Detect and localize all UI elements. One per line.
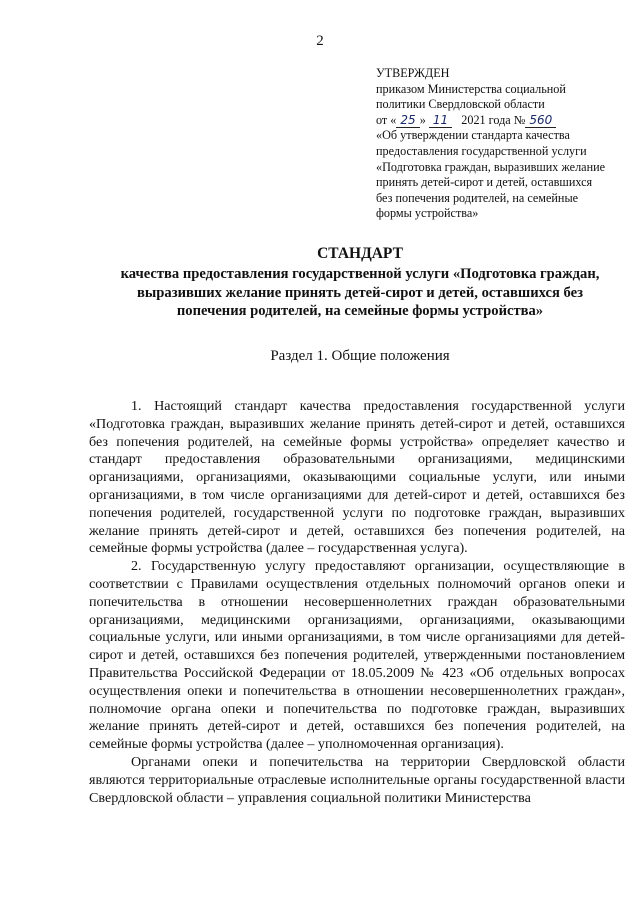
title-line-3: выразивших желание принять детей-сирот и детей, оставшихся без	[137, 284, 583, 301]
date-month: 11	[429, 113, 452, 128]
approval-desc-5: без попечения родителей, на семейные	[376, 190, 579, 205]
body-text	[89, 398, 625, 807]
title-line-1: СТАНДАРТ	[317, 245, 403, 262]
approval-date-line	[376, 113, 636, 129]
paragraph-1: 1. Настоящий стандарт качества предоставления государственной услуги «Подготовка граждан, выразивших желание принять детей-сирот и детей, оставшихся без попечения родителей, на семейные формы устройства» определяет качество и стандарт предоставления образовательными организациями, медицинскими организациями, организациями, оказывающими социальные услуги, или иными организациями, в том числе организациями для детей-сирот и детей, оставшихся без попечения родителей, государственной услуги по подготовке граждан, выразивших желание принять детей-сирот и детей, оставшихся без попечения родителей, на семейные формы устройства (далее – государственная услуга).	[89, 398, 625, 557]
page-number: 2	[316, 33, 324, 49]
approval-line-1: приказом Министерства социальной	[376, 81, 566, 96]
paragraph-3: Органами опеки и попечительства на территории Свердловской области являются территориальные отраслевые исполнительные органы государственной власти Свердловской области – управления социальной политики Министерства	[89, 753, 625, 806]
order-number: 560	[525, 113, 556, 128]
title-line-2: качества предоставления государственной услуги «Подготовка граждан,	[120, 265, 600, 282]
date-year: 2021 года №	[461, 112, 526, 127]
date-prefix: от «	[376, 112, 397, 127]
paragraph-2: 2. Государственную услугу предоставляют организации, осуществляющие в соответствии с Правилами осуществления отдельных полномочий органов опеки и попечительства в отношении несовершеннолетних граждан образовательными организациями, медицинскими организациями, организациями, оказывающими социальные услуги, или иными организациями, в том числе организациями для детей-сирот и детей, оставшихся без попечения родителей, утвержденными постановлением Правительства Российской Федерации от 18.05.2009 № 423 «Об отдельных вопросах осуществления опеки и попечительства в отношении несовершеннолетних граждан», полномочие органа опеки и попечительства по подготовке граждан, выразивших желание принять детей-сирот и детей, оставшихся без попечения родителей, на семейные формы устройства (далее – уполномоченная организация).	[89, 558, 625, 753]
approval-desc-1: «Об утверждении стандарта качества	[376, 128, 570, 143]
approval-desc-4: принять детей-сирот и детей, оставшихся	[376, 175, 593, 190]
approval-heading: УТВЕРЖДЕН	[376, 66, 450, 80]
approval-block	[376, 66, 636, 222]
approval-desc-2: предоставления государственной услуги	[376, 143, 587, 158]
title-line-4: попечения родителей, на семейные формы устройства»	[176, 303, 544, 320]
approval-desc-6: формы устройства»	[376, 206, 479, 221]
date-day: 25	[396, 113, 419, 128]
document-title	[80, 245, 640, 321]
approval-desc-3: «Подготовка граждан, выразивших желание	[376, 159, 606, 174]
approval-line-2: политики Свердловской области	[376, 97, 545, 112]
section-heading: Раздел 1. Общие положения	[270, 348, 450, 364]
date-sep: »	[419, 112, 426, 127]
